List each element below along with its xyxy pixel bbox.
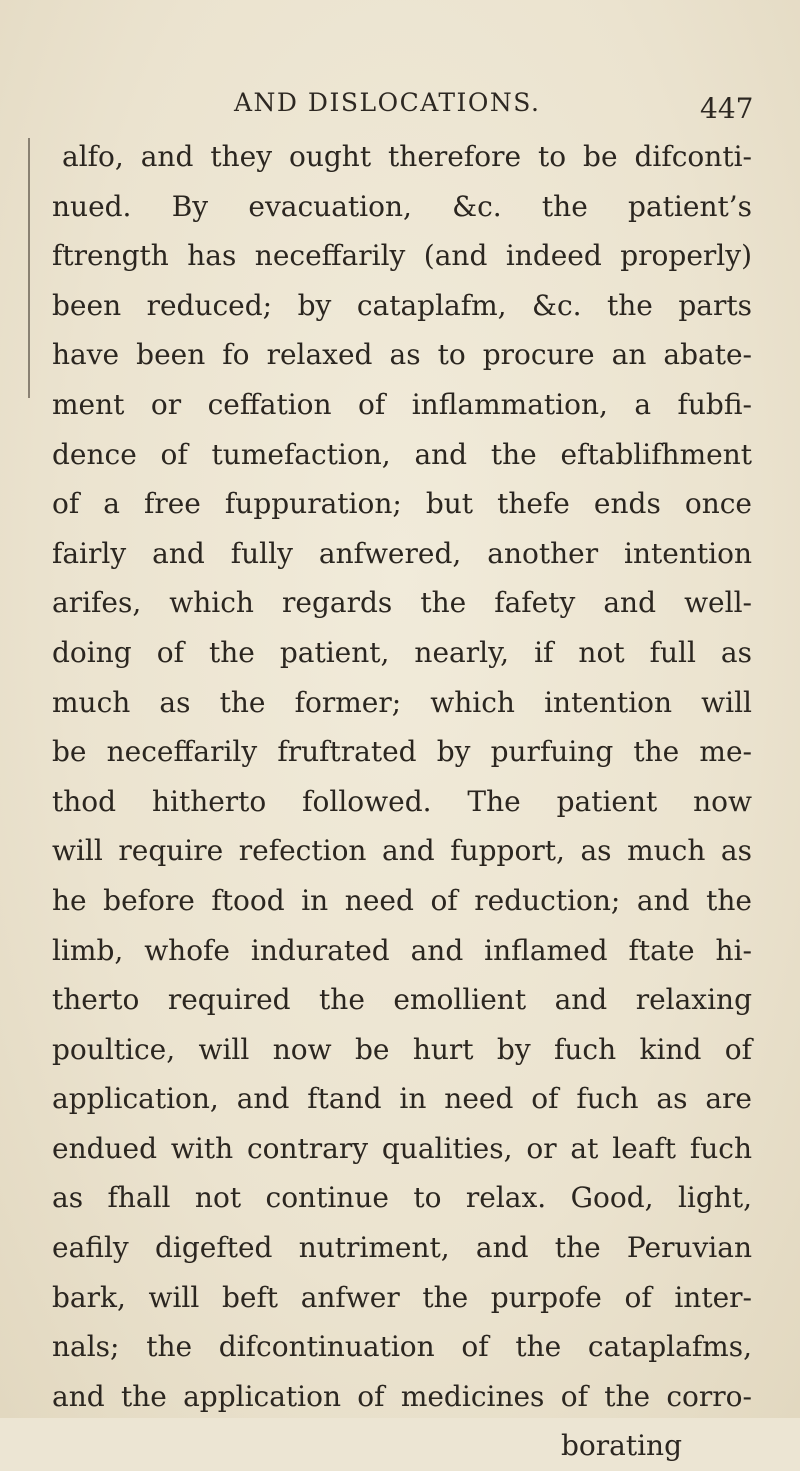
text-line: ftrength has neceffarily (and indeed properly) [52,239,752,273]
text-line: be neceffarily fruftrated by purfuing the me- [52,735,752,769]
running-head [0,88,800,128]
text-line: bark, will beft anfwer the purpofe of inter- [52,1280,752,1314]
text-line: have been fo relaxed as to procure an abate- [52,338,752,372]
text-line: as fhall not continue to relax. Good, light, [52,1181,752,1215]
text-line: eafily digefted nutriment, and the Peruvian [52,1231,752,1265]
text-line: nued. By evacuation, &c. the patient’s [52,189,752,223]
text-line: will require refection and fupport, as much as [52,834,752,868]
text-line: and the application of medicines of the corro- [52,1379,752,1413]
text-line: nals; the difcontinuation of the cataplafms, [52,1330,752,1364]
text-line: dence of tumefaction, and the eftablifhment [52,437,752,471]
text-line: thod hitherto followed. The patient now [52,784,752,818]
text-line: of a free fuppuration; but thefe ends once [52,487,752,521]
text-line: application, and ftand in need of fuch as are [52,1082,752,1116]
text-line: doing of the patient, nearly, if not full as [52,635,752,669]
catchword: borating [560,1429,682,1463]
body-text [52,132,752,1471]
page-number: 447 [700,92,754,125]
text-line: been reduced; by cataplafm, &c. the parts [52,288,752,322]
text-line: much as the former; which intention will [52,685,752,719]
text-line: therto required the emollient and relaxing [52,983,752,1017]
text-line: arifes, which regards the fafety and well- [52,586,752,620]
text-line: poultice, will now be hurt by fuch kind of [52,1032,752,1066]
text-line: he before ftood in need of reduction; and the [52,883,752,917]
text-line: ment or ceffation of inflammation, a fubfi- [52,387,752,421]
margin-mark [28,138,30,398]
text-line: endued with contrary qualities, or at leaft fuch [52,1131,752,1165]
text-line: alfo, and they ought therefore to be difconti- [62,140,752,173]
text-line: limb, whofe indurated and inflamed ftate hi- [52,933,752,967]
text-line: fairly and fully anfwered, another intention [52,536,752,570]
running-title: AND DISLOCATIONS. [234,88,541,117]
